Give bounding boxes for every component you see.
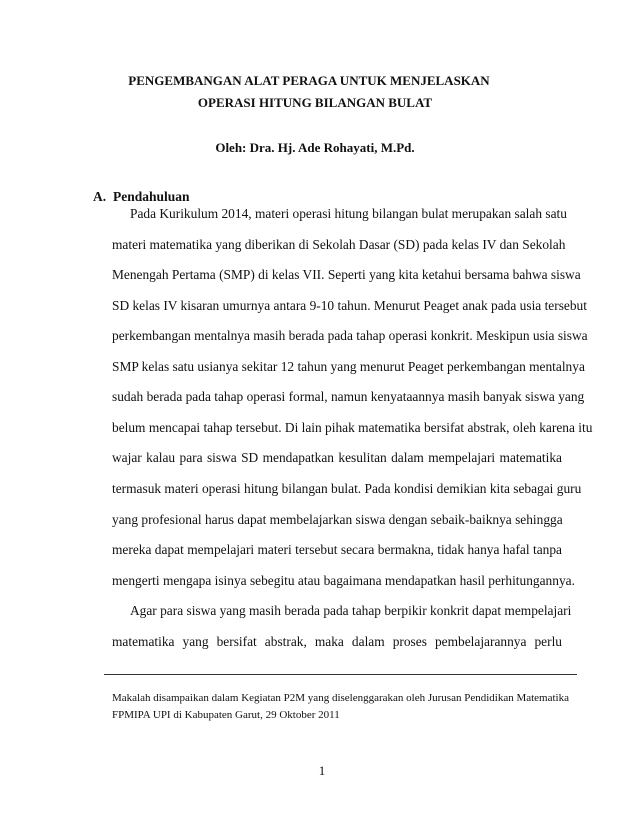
body-line-3: Menengah Pertama (SMP) di kelas VII. Seperti yang kita ketahui bersama bahwa siswa [112,267,581,282]
body-line-1: Pada Kurikulum 2014, materi operasi hitung bilangan bulat merupakan salah satu [130,206,567,221]
body-line-12: mereka dapat mempelajari materi tersebut secara bermakna, tidak hanya hafal tanpa [112,542,562,557]
section-heading [93,189,190,205]
body-line-4: SD kelas IV kisaran umurnya antara 9-10 tahun. Menurut Peaget anak pada usia tersebut [112,298,587,313]
footnote-separator [104,674,577,675]
body-line-8: belum mencapai tahap tersebut. Di lain pihak matematika bersifat abstrak, oleh karena itu [112,420,593,435]
body-line-9: wajar kalau para siswa SD mendapatkan kesulitan dalam mempelajari matematika [112,450,562,465]
title-line-2: OPERASI HITUNG BILANGAN BULAT [197,95,433,110]
body-line-5: perkembangan mentalnya masih berada pada tahap operasi konkrit. Meskipun usia siswa [112,328,588,343]
body-line-15: matematika yang bersifat abstrak, maka dalam proses pembelajarannya perlu [112,634,562,649]
body-line-7: sudah berada pada tahap operasi formal, namun kenyataannya masih banyak siswa yang [112,389,585,404]
body-line-10: termasuk materi operasi hitung bilangan bulat. Pada kondisi demikian kita sebagai guru [112,481,582,496]
section-letter: A. [93,189,107,204]
footnote-line-2: FPMIPA UPI di Kabupaten Garut, 29 Oktober 2011 [112,709,340,721]
title-line-1: PENGEMBANGAN ALAT PERAGA UNTUK MENJELASKAN [128,73,490,88]
author-line: Oleh: Dra. Hj. Ade Rohayati, M.Pd. [215,140,415,155]
footnote-line-1: Makalah disampaikan dalam Kegiatan P2M yang diselenggarakan oleh Jurusan Pendidikan Matematika [112,692,569,704]
body-line-2: materi matematika yang diberikan di Sekolah Dasar (SD) pada kelas IV dan Sekolah [112,237,566,252]
body-line-13: mengerti mengapa isinya sebegitu atau bagaimana mendapatkan hasil perhitungannya. [112,573,575,588]
body-line-6: SMP kelas satu usianya sekitar 12 tahun yang menurut Peaget perkembangan mentalnya [112,359,585,374]
section-title: Pendahuluan [113,189,190,204]
page-number: 1 [318,763,326,778]
body-line-11: yang profesional harus dapat membelajarkan siswa dengan sebaik-baiknya sehingga [112,512,563,527]
body-line-14: Agar para siswa yang masih berada pada tahap berpikir konkrit dapat mempelajari [130,603,572,618]
